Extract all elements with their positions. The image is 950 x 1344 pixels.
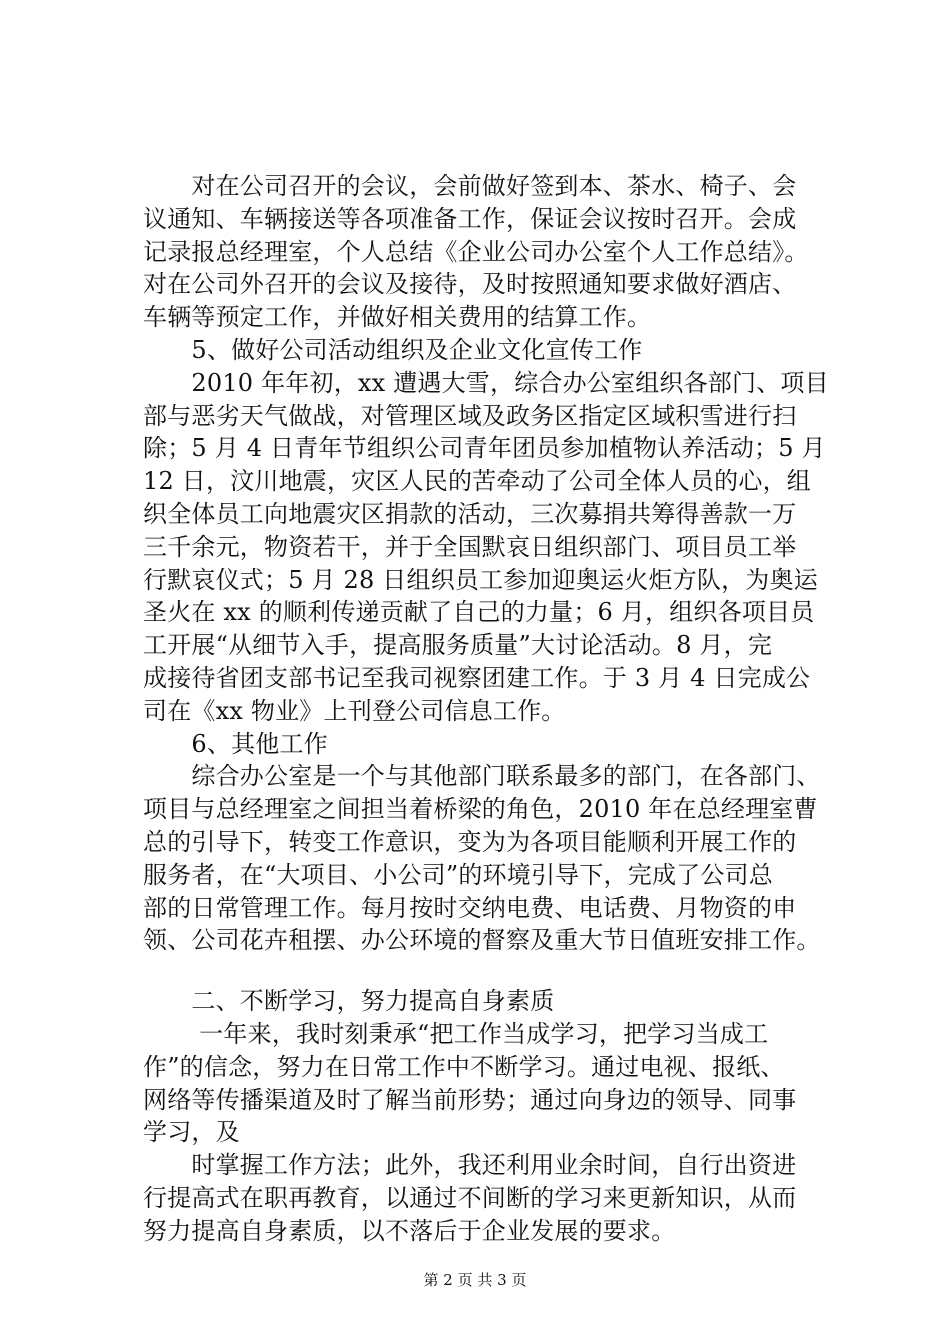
text-line: 部的日常管理工作。每月按时交纳电费、电话费、月物资的申: [143, 893, 797, 922]
text-line: 成接待省团支部书记至我司视察团建工作。于 3 月 4 日完成公: [143, 663, 811, 692]
text-line: 作”的信念，努力在日常工作中不断学习。通过电视、报纸、: [143, 1052, 785, 1081]
text-line: 司在《xx 物业》上刊登公司信息工作。: [143, 696, 566, 725]
text-line: 一年来，我时刻秉承“把工作当成学习，把学习当成工: [143, 1019, 769, 1048]
text-line: 努力提高自身素质，以不落后于企业发展的要求。: [143, 1216, 676, 1245]
text-line: 网络等传播渠道及时了解当前形势；通过向身边的领导、同事: [143, 1085, 797, 1114]
text-line: 圣火在 xx 的顺利传递贡献了自己的力量；6 月，组织各项目员: [143, 598, 815, 627]
document-body: [143, 170, 853, 1248]
text-line: 织全体员工向地震灾区捐款的活动，三次募捐共筹得善款一万: [143, 499, 797, 528]
text-line: 总的引导下，转变工作意识，变为为各项目能顺利开展工作的: [143, 827, 797, 856]
text-line: 除；5 月 4 日青年节组织公司青年团员参加植物认养活动；5 月: [143, 434, 826, 463]
text-line: 学习，及: [143, 1118, 240, 1147]
section-heading: 5、做好公司活动组织及企业文化宣传工作: [143, 335, 643, 364]
text-line: 对在公司外召开的会议及接待，及时按照通知要求做好酒店、: [143, 270, 797, 299]
text-line: 部与恶劣天气做战，对管理区域及政务区指定区域积雪进行扫: [143, 401, 797, 430]
text-line: 议通知、车辆接送等各项准备工作，保证会议按时召开。会成: [143, 204, 797, 233]
text-line: 工开展“从细节入手，提高服务质量”大讨论活动。8 月，完: [143, 631, 773, 660]
text-line: 项目与总经理室之间担当着桥梁的角色，2010 年在总经理室曹: [143, 795, 818, 824]
text-line: 记录报总经理室，个人总结《企业公司办公室个人工作总结》。: [143, 237, 809, 266]
text-line: 行提高式在职再教育，以通过不间断的学习来更新知识，从而: [143, 1183, 797, 1212]
text-line: 12 日，汶川地震，灾区人民的苦牵动了公司全体人员的心，组: [143, 467, 811, 496]
text-line: 服务者，在“大项目、小公司”的环境引导下，完成了公司总: [143, 860, 773, 889]
text-line: 时掌握工作方法；此外，我还利用业余时间，自行出资进: [143, 1151, 797, 1180]
paragraph-gap: [143, 957, 853, 985]
text-line: 领、公司花卉租摆、办公环境的督察及重大节日值班安排工作。: [143, 926, 821, 955]
section-heading: 6、其他工作: [143, 729, 328, 758]
page-footer: 第 2 页 共 3 页: [423, 1271, 527, 1289]
text-line: 综合办公室是一个与其他部门联系最多的部门，在各部门、: [143, 762, 821, 791]
section-heading: 二、不断学习，努力提高自身素质: [143, 987, 555, 1016]
text-line: 三千余元，物资若干，并于全国默哀日组织部门、项目员工举: [143, 532, 797, 561]
text-line: 对在公司召开的会议，会前做好签到本、茶水、椅子、会: [143, 172, 797, 200]
text-line: 2010 年年初，xx 遭遇大雪，综合办公室组织各部门、项目: [143, 368, 829, 397]
text-line: 车辆等预定工作，并做好相关费用的结算工作。: [143, 303, 652, 332]
text-line: 行默哀仪式；5 月 28 日组织员工参加迎奥运火炬方队，为奥运: [143, 565, 818, 594]
